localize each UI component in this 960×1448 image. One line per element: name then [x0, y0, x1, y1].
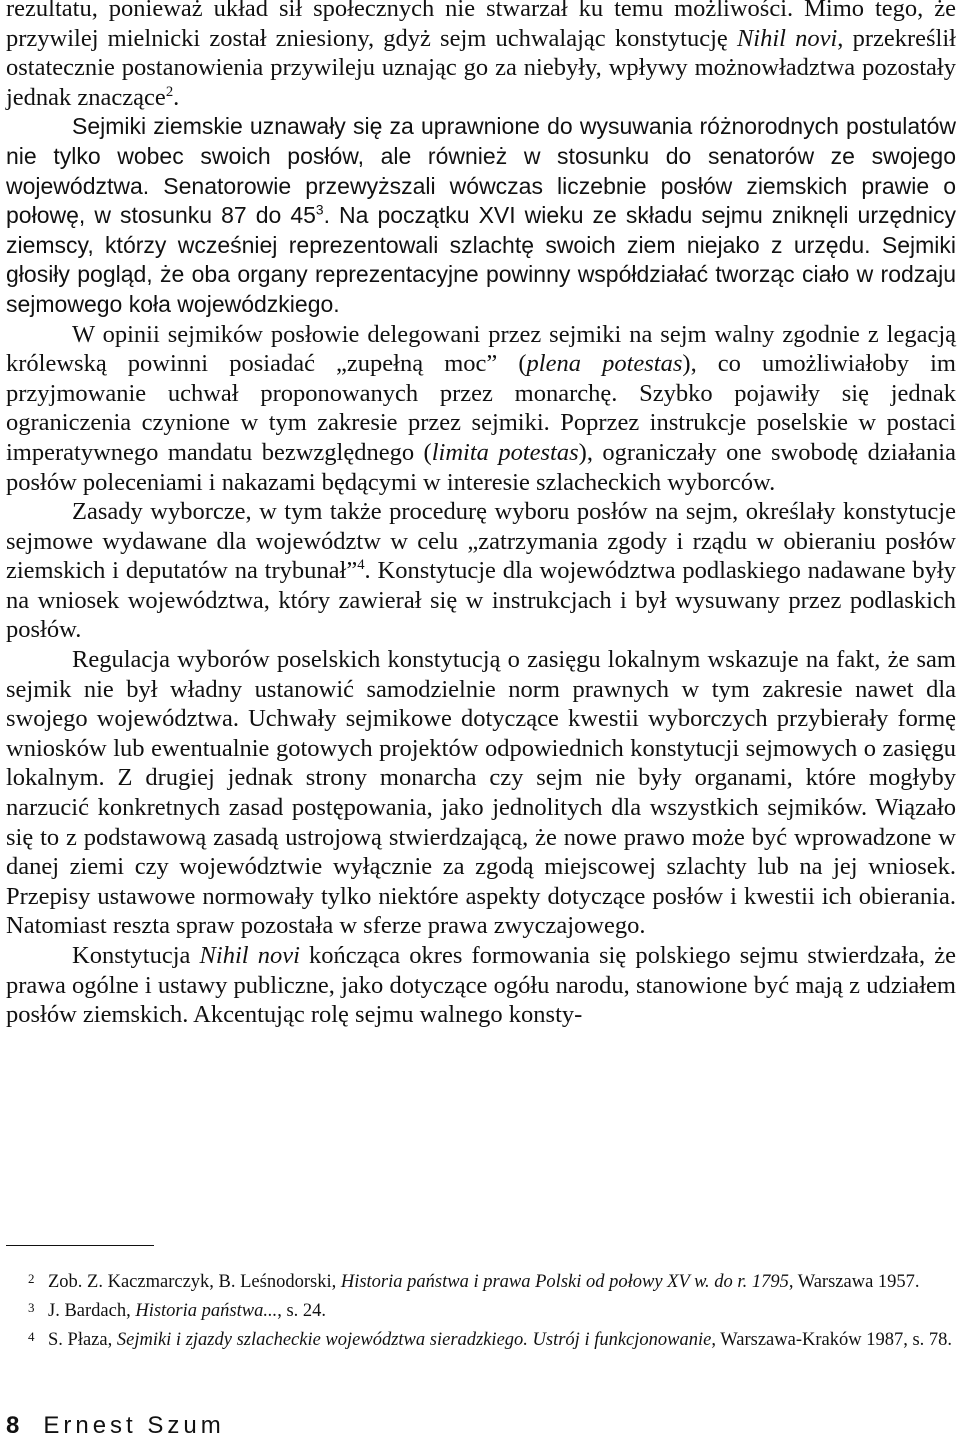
footnote-text: , s. 24. [277, 1301, 327, 1321]
paragraph-4-text-b: . Konstytucje dla województwa podlaskiego nadawane były na wniosek województwa, który zawierał się w instrukcjach i był wysuwany przez podlaskich posłów. [6, 557, 956, 644]
footnotes [6, 1266, 956, 1353]
page-body [6, 0, 956, 1030]
paragraph-6 [6, 941, 956, 1030]
running-footer-author: Ernest Szum [43, 1412, 225, 1439]
paragraph-4-text-a: Zasady wyborcze, w tym także procedurę wyboru posłów na sejm, określały konstytucje sejmowe wydawane dla województw w celu „zatrzymania zgody i rządu w obieraniu posłów ziemskich i deputatów na trybunał” [6, 498, 956, 585]
paragraph-1-text-a: rezultatu, ponieważ układ sił społecznych nie stwarzał ku temu możliwości. Mimo tego, że przywilej mielnicki został zniesiony, gdyż sejm uchwalając konstytucję [6, 0, 956, 52]
paragraph-6-italic-title: Nihil novi [199, 942, 300, 969]
paragraph-3-text-b: ), co umożliwiałoby im przyjmowanie uchwał proponowanych przez monarchę. Szybko pojawiły się jednak ograniczenia czynione w tym zakresie przez sejmiki. Poprzez instrukcje poselskie w postaci imperatywnego mandatu bezwzględnego ( [6, 350, 956, 466]
footnote-4 [6, 1324, 956, 1353]
footnote-2 [6, 1266, 956, 1295]
footnote-text: S. Płaza, [48, 1330, 117, 1350]
paragraph-3 [6, 320, 956, 498]
paragraph-1 [6, 0, 956, 112]
footnote-text: , Warszawa 1957. [788, 1272, 920, 1292]
footnote-separator [6, 1245, 154, 1246]
footnote-ref-4[interactable]: 4 [357, 557, 365, 574]
paragraph-3-text-c: ), ograniczały one swobodę działania posłów poleceniami i nakazami będącymi w interesie szlacheckich wyborców. [6, 438, 956, 496]
paragraph-3-italic-limita: limita potestas [431, 438, 579, 466]
paragraph-3-italic-plena: plena potestas [526, 350, 683, 378]
paragraph-2-text-a: Sejmiki ziemskie uznawały się za uprawnione do wysuwania różnorodnych postulatów nie tylko wobec swoich posłów, ale również w stosunku do senatorów ze swojego województwa. Senatorowie przewyższali wówczas liczebnie posłów ziemskich prawie o połowę, w stosunku 87 do 45 [6, 113, 956, 229]
footnote-ref-2[interactable]: 2 [165, 83, 174, 100]
paragraph-6-text-a: Konstytucja [72, 942, 200, 969]
footnote-title: Historia państwa i prawa Polski od połowy XV w. do r. 1795 [340, 1272, 789, 1292]
paragraph-2 [6, 112, 956, 319]
footnote-text: Zob. Z. Kaczmarczyk, B. Leśnodorski, [48, 1272, 341, 1292]
paragraph-5 [6, 645, 956, 941]
footnote-number: 4 [28, 1329, 35, 1344]
paragraph-2-text-b: . Na początku XVI wieku ze składu sejmu zniknęli urzędnicy ziemscy, którzy wcześniej reprezentowali szlachtę swoich ziem niejako z urzędu. Sejmiki głosiły pogląd, że oba organy reprezentacyjne powinny współdziałać tworząc ciało w rodzaju sejmowego koła wojewódzkiego. [6, 202, 956, 317]
paragraph-1-text-b: , przekreślił ostatecznie postanowienia przywileju uznając go za niebyły, wpływy możnowładztwa pozostały jednak znaczące [6, 24, 956, 111]
paragraph-6-text-b: kończąca okres formowania się polskiego sejmu stwierdzała, że prawa ogólne i ustawy publiczne, jako dotyczące ogółu narodu, stanowione być mają z udziałem posłów ziemskich. Akcentując rolę sejmu walnego konsty- [6, 942, 957, 1029]
footnote-number: 3 [28, 1300, 35, 1315]
paragraph-1-text-c: . [173, 83, 180, 111]
page-number: 8 [6, 1412, 20, 1439]
paragraph-4 [6, 497, 956, 645]
footnote-ref-3[interactable]: 3 [315, 202, 324, 218]
footnote-title: Historia państwa... [135, 1301, 278, 1321]
footnote-3 [6, 1295, 956, 1324]
footnote-number: 2 [28, 1271, 35, 1286]
footnote-title: Sejmiki i zjazdy szlacheckie województwa sieradzkiego. Ustrój i funkcjonowanie [116, 1330, 712, 1350]
footnote-text: J. Bardach, [48, 1301, 136, 1321]
paragraph-5-text: Regulacja wyborów poselskich konstytucją o zasięgu lokalnym wskazuje na fakt, że sam sejmik nie był władny ustanowić samodzielnie norm prawnych w tym zakresie nawet dla swojego województwa. Uchwały sejmikowe dotyczące kwestii wyborczych przybierały formę wniosków lub ewentualnie gotowych projektów odpowiednich konstytucji sejmowych o zasięgu lokalnym. Z drugiej jednak strony monarcha czy sejm nie były organami, które mogłyby narzucić konkretnych zasad postępowania, jako jednolitych dla wszystkich sejmików. Wiązało się to z podstawową zasadą ustrojową stwierdzającą, że nowe prawo może być wprowadzone w danej ziemi czy województwie wyłącznie za zgodą miejscowej szlachty lub na jej wniosek. Przepisy ustawowe normowały tylko niektóre aspekty dotyczące posłów i kwestii ich obierania. Natomiast reszta spraw pozostała w sferze prawa zwyczajowego. [6, 646, 956, 940]
paragraph-3-text-a: W opinii sejmików posłowie delegowani przez sejmiki na sejm walny zgodnie z legacją królewską powinni posiadać „zupełną moc” ( [6, 320, 956, 378]
footnote-text: , Warszawa-Kraków 1987, s. 78. [711, 1330, 953, 1350]
page-footer [6, 1412, 225, 1440]
paragraph-1-italic-title: Nihil novi [736, 24, 838, 52]
